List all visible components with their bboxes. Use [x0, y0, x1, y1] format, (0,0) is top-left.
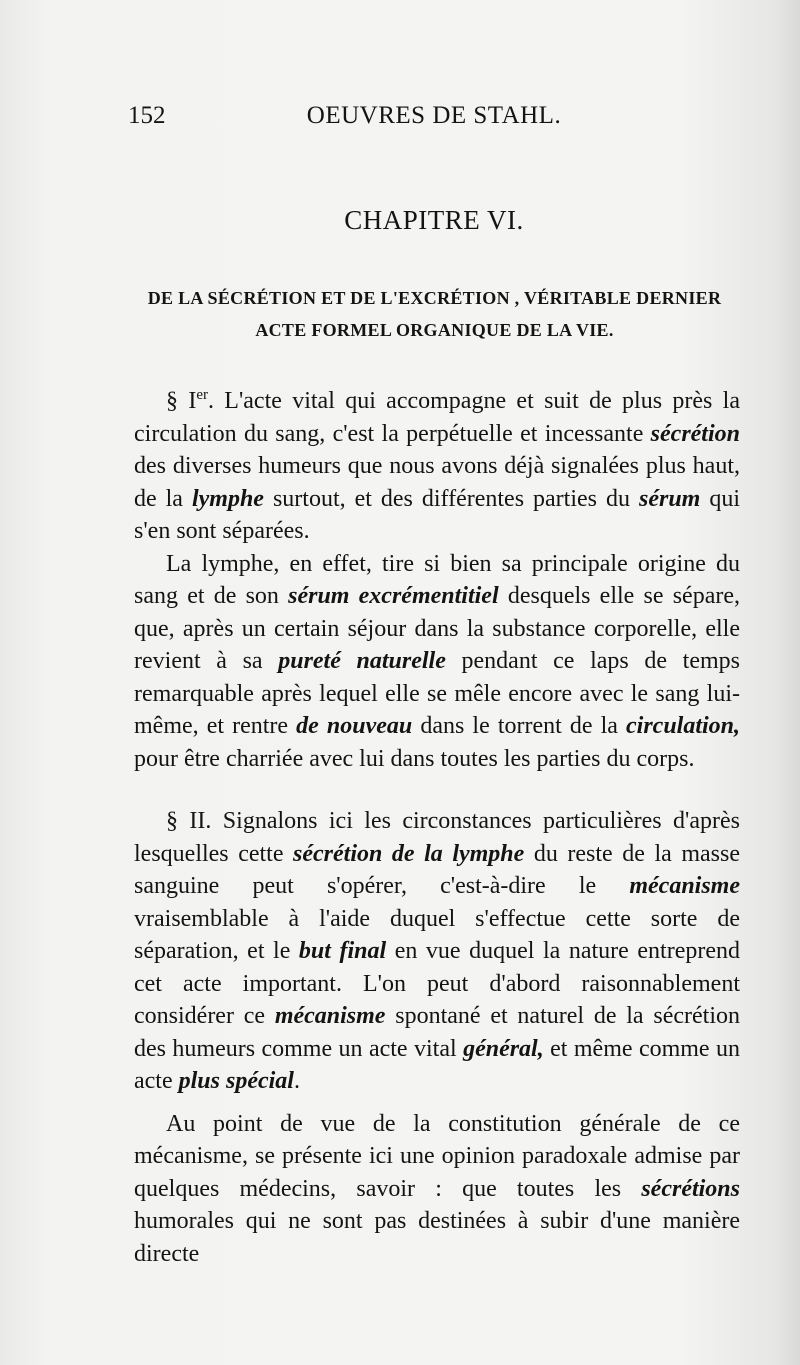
page-number: 152 [128, 102, 166, 129]
chapter-subtitle: DE LA SÉCRÉTION ET DE L'EXCRÉTION , VÉRITABLE DERNIER ACTE FORMEL ORGANIQUE DE LA VIE. [147, 288, 722, 340]
paragraph-1: § Ier. L'acte vital qui accompagne et suit de plus près la circulation du sang, c'est la perpétuelle et incessante sécrétion des diverses humeurs que nous avons déjà signalées plus haut, de la lymphe surtout, et des différentes parties du sérum qui s'en sont séparées. [134, 387, 740, 544]
paragraph-2: La lymphe, en effet, tire si bien sa principale origine du sang et de son sérum excrémentitiel desquels elle se sépare, que, après un certain séjour dans la substance corporelle, elle revient à sa pureté naturelle pendant ce laps de temps remarquable après lequel elle se mêle encore avec le sang lui-même, et rentre de nouveau dans le torrent de la circulation, pour être charriée avec lui dans toutes les parties du corps. [134, 550, 741, 772]
page-header [128, 102, 740, 136]
paragraph-3: § II. Signalons ici les circonstances particulières d'après lesquelles cette sécrétion de la lymphe du reste de la masse sanguine peut s'opérer, c'est-à-dire le mécanisme vraisemblable à l'aide duquel s'effectue cette sorte de séparation, et le but final en vue duquel la nature entreprend cet acte important. L'on peut d'abord raisonnablement considérer ce mécanisme spontané et naturel de la sécrétion des humeurs comme un acte vital général, et même comme un acte plus spécial. [134, 808, 740, 1094]
chapter-title: CHAPITRE VI. [344, 205, 524, 235]
running-title: OEUVRES DE STAHL. [306, 102, 562, 129]
paragraph-4: Au point de vue de la constitution générale de ce mécanisme, se présente ici une opinion paradoxale admise par quelques médecins, savoir : que toutes les sécrétions humorales qui ne sont pas destinées à subir d'une manière directe [134, 1110, 740, 1267]
body-text [134, 385, 740, 1270]
